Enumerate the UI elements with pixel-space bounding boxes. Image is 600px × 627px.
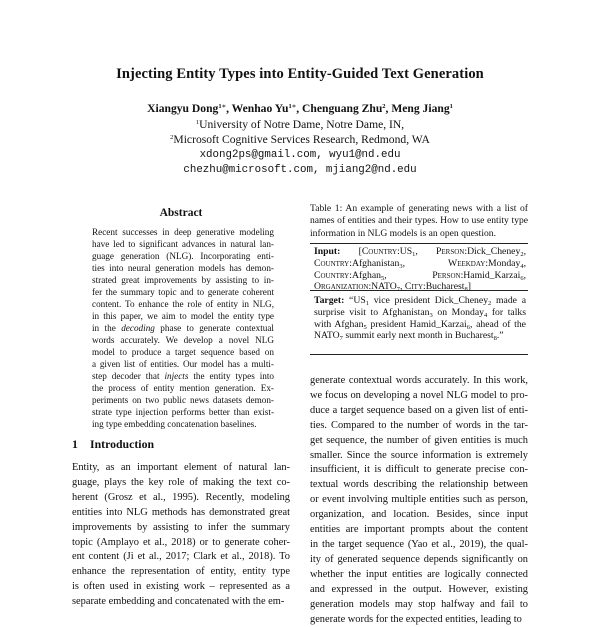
abstract-line: strated great improvements by assisting to in- — [92, 274, 274, 286]
body-text-line: and expressed in the output. However, existing — [310, 583, 528, 598]
table-rule-bottom — [310, 354, 528, 355]
body-text-line: ity of generated sequence depends significantly on — [310, 553, 528, 568]
abstract-line: in this paper, we aim to model the entity type — [92, 310, 274, 322]
abstract-line: step decoder that injects the entity types into — [92, 370, 274, 382]
abstract-line: the process of entity mention generation. Ex- — [92, 382, 274, 394]
body-text-line: whether the input entities are logically connected — [310, 568, 528, 583]
table-target-text: “$US_1$ vice president Dick_Cheney$_2$ made a surprise visit to Afghanistan$_3$ on Monday$_4$ for talks with Afghan$_5$ president Hamid_Karzai$_6$, ahead of the $NATO_7$ summit early next month in Bucharest$_8$.” — [314, 295, 526, 341]
abstract-line: guage generation (NLG). Incorporating enti- — [92, 250, 274, 262]
affiliation-text: University of Notre Dame, Notre Dame, IN, — [199, 118, 404, 131]
abstract-line: in the decoding phase to generate contextual — [92, 322, 274, 334]
introduction-line: enhance the representation of entity, entity type — [72, 565, 290, 580]
introduction-line: separate embedding and concatenated with the em- — [72, 595, 290, 610]
abstract-line: a given list of entities. Our model has a multi- — [92, 358, 274, 370]
table-rule-top — [310, 243, 528, 244]
table-caption: Table 1: An example of generating news with a list of names of entities and their types. How to use entity type information in NLG models is an open question. — [310, 203, 528, 240]
abstract-line: words accurately. We develop a novel NLG — [92, 334, 274, 346]
section-title: Introduction — [90, 437, 154, 451]
introduction-line: entities into NLG methods has demonstrated great — [72, 506, 290, 521]
body-text-line: entities are important prompts about the content — [310, 523, 528, 538]
author-name: Xiangyu Dong — [147, 102, 218, 115]
abstract-line: ing type embedding concatenation baselines. — [92, 418, 274, 430]
introduction-line: ent content (Ji et al., 2017; Clark et al., 2018). To — [72, 550, 290, 565]
email-line: xdong2ps@gmail.com, wyu1@nd.edu — [0, 149, 600, 161]
abstract-line: ties into neural generation models has demon- — [92, 262, 274, 274]
author-mark: 1∗ — [289, 103, 297, 110]
abstract-line: model to produce a target sequence based on — [92, 346, 274, 358]
introduction-line: improvements by assisting to infer the summary — [72, 521, 290, 536]
author-name: Meng Jiang — [391, 102, 449, 115]
body-text-line: get sequence, the number of given entities is much — [310, 434, 528, 449]
abstract-line: have led to significant advances in natural lan- — [92, 238, 274, 250]
author-name: Wenhao Yu — [232, 102, 289, 115]
table-target-label: Target: — [314, 295, 344, 306]
abstract-line: content. To enhance the role of entity in NLG, — [92, 298, 274, 310]
introduction-line: is often used in existing work – represented as a — [72, 580, 290, 595]
email-line: chezhu@microsoft.com, mjiang2@nd.edu — [0, 164, 600, 176]
introduction-line: guage, plays the key role of making the text co- — [72, 476, 290, 491]
body-text-line: or event involving multiple entities such as person, — [310, 493, 528, 508]
author-mark: 1 — [450, 103, 453, 110]
body-text-line: in the target sequence (Yao et al., 2019), the qual- — [310, 538, 528, 553]
table-input-text: [$Country:US_1$, Person:Dick_Cheney$_2$, Country:Afghanistan$_3$, Weekday:Monday$_4$, Country:Afghan$_5$, Person:Hamid_Karzai$_6$, $Organization:NATO_7$, City:Bucharest$_8$] — [314, 246, 526, 292]
body-text-line: ties. Compared to the number of words in the tar- — [310, 419, 528, 434]
introduction-line: topic (Amplayo et al., 2018) or to generate coher- — [72, 536, 290, 551]
abstract-body — [92, 226, 274, 430]
abstract-heading: Abstract — [72, 207, 290, 219]
affiliation-mark: 1 — [196, 119, 199, 126]
author-mark: 1∗ — [218, 103, 226, 110]
section-heading-introduction — [72, 437, 154, 452]
body-text-line: organization, and location. Besides, since input — [310, 508, 528, 523]
author-name: Chenguang Zhu — [302, 102, 382, 115]
paper-title: Injecting Entity Types into Entity-Guided Text Generation — [0, 66, 600, 83]
table-target-cell — [314, 295, 526, 342]
introduction-body — [72, 461, 290, 610]
abstract-line: Recent successes in deep generative modeling — [92, 226, 274, 238]
body-text-line: duce a target sequence based on a given list of enti- — [310, 404, 528, 419]
table-input-cell — [314, 246, 526, 293]
right-column-body — [310, 374, 528, 627]
table-rule-middle — [310, 290, 528, 291]
author-list: Xiangyu Dong$^{1∗}$, Wenhao $Yu^{1∗}$, Chenguang Zhu$^2$, Meng Jiang$^1$ — [0, 102, 600, 115]
affiliation-mark: 2 — [170, 134, 173, 141]
affiliation-1 — [0, 118, 600, 131]
abstract-line: fer the summary topic and to generate coherent — [92, 286, 274, 298]
section-number: 1 — [72, 437, 90, 452]
body-text-line: generate words for the expected entities, leading to — [310, 613, 528, 627]
body-text-line: insufficient, it is difficult to generate precise con- — [310, 463, 528, 478]
body-text-line: we focus on developing a novel NLG model to pro- — [310, 389, 528, 404]
affiliation-text: Microsoft Cognitive Services Research, Redmond, WA — [173, 133, 429, 146]
abstract-line: strate type injection performs better than exist- — [92, 406, 274, 418]
body-text-line: smaller. Since the source information is extremely — [310, 449, 528, 464]
author-mark: 2 — [382, 103, 385, 110]
introduction-line: herent (Grosz et al., 1995). Recently, modeling — [72, 491, 290, 506]
body-text-line: textual words describing the relationship between — [310, 478, 528, 493]
affiliation-2 — [0, 133, 600, 146]
table-input-label: Input: — [314, 246, 340, 257]
abstract-line: periments on two public news datasets demon- — [92, 394, 274, 406]
introduction-line: Entity, as an important element of natural lan- — [72, 461, 290, 476]
body-text-line: generation models may stop halfway and fail to — [310, 598, 528, 613]
body-text-line: generate contextual words accurately. In this work, — [310, 374, 528, 389]
